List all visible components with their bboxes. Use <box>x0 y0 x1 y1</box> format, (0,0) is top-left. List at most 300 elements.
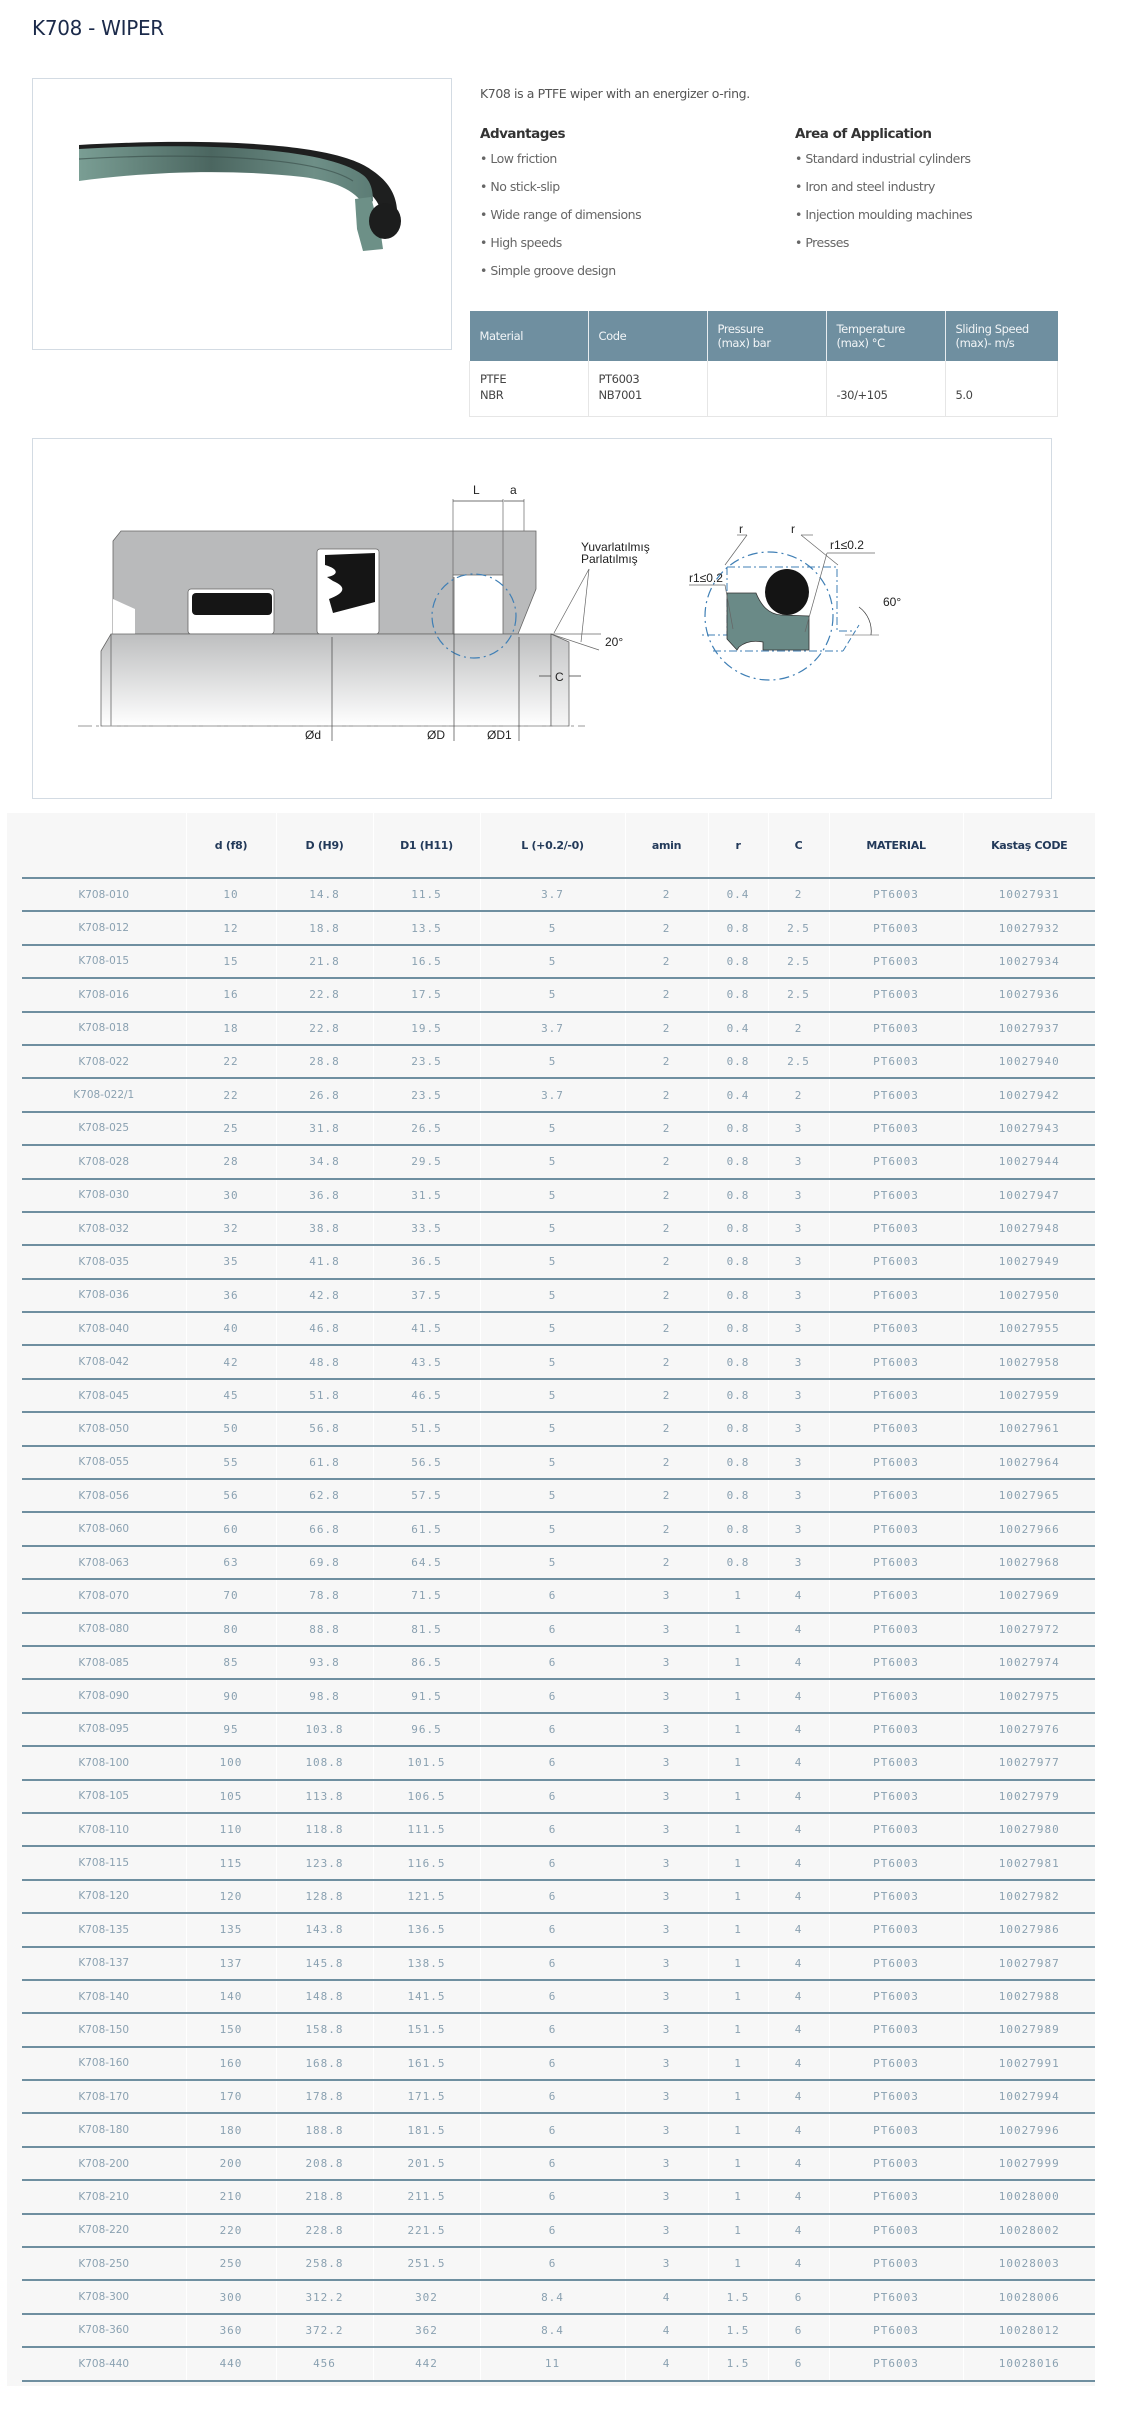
table-row <box>22 2013 1095 2046</box>
r-value: 0.8 <box>708 1345 768 1378</box>
C-value: 4 <box>768 2113 829 2146</box>
d-value: 15 <box>186 945 276 978</box>
spec-header-pressure: Pressure (max) bar <box>707 311 826 361</box>
amin-value: 2 <box>625 1379 708 1412</box>
part-number: K708-012 <box>22 911 186 944</box>
kastas-code: 10027947 <box>963 1179 1095 1212</box>
part-number: K708-055 <box>22 1446 186 1479</box>
C-value: 6 <box>768 2314 829 2347</box>
kastas-code: 10027977 <box>963 1746 1095 1779</box>
material-value: PT6003 <box>829 1813 963 1846</box>
dimensions-section <box>7 813 1095 2386</box>
D-value: 66.8 <box>276 1512 373 1545</box>
material-value: PT6003 <box>829 2214 963 2247</box>
d-value: 90 <box>186 1679 276 1712</box>
r-value: 1 <box>708 1980 768 2013</box>
part-number: K708-100 <box>22 1746 186 1779</box>
col-header-part <box>22 813 186 878</box>
kastas-code: 10027955 <box>963 1312 1095 1345</box>
D-value: 14.8 <box>276 878 373 911</box>
amin-value: 3 <box>625 1679 708 1712</box>
D1-value: 106.5 <box>373 1780 480 1813</box>
r-value: 1 <box>708 1746 768 1779</box>
r-value: 1 <box>708 1646 768 1679</box>
L-value: 6 <box>480 2147 625 2180</box>
L-value: 5 <box>480 945 625 978</box>
amin-value: 4 <box>625 2347 708 2380</box>
r-value: 1 <box>708 1579 768 1612</box>
material-value: PT6003 <box>829 1679 963 1712</box>
C-value: 4 <box>768 1846 829 1879</box>
D1-value: 46.5 <box>373 1379 480 1412</box>
label-60deg: 60° <box>883 595 902 609</box>
r-value: 1 <box>708 1813 768 1846</box>
kastas-code: 10027982 <box>963 1880 1095 1913</box>
d-value: 22 <box>186 1078 276 1111</box>
amin-value: 4 <box>625 2280 708 2313</box>
table-row <box>22 978 1095 1011</box>
table-row <box>22 1379 1095 1412</box>
table-row <box>22 2314 1095 2347</box>
D1-value: 96.5 <box>373 1713 480 1746</box>
D-value: 312.2 <box>276 2280 373 2313</box>
label-L: L <box>473 483 480 497</box>
part-number: K708-016 <box>22 978 186 1011</box>
kastas-code: 10027949 <box>963 1245 1095 1278</box>
D-value: 456 <box>276 2347 373 2380</box>
D1-value: 251.5 <box>373 2247 480 2280</box>
table-row <box>22 2180 1095 2213</box>
kastas-code: 10027942 <box>963 1078 1095 1111</box>
D1-value: 33.5 <box>373 1212 480 1245</box>
table-row <box>22 1112 1095 1145</box>
L-value: 8.4 <box>480 2280 625 2313</box>
L-value: 5 <box>480 1245 625 1278</box>
L-value: 5 <box>480 1479 625 1512</box>
installation-diagram <box>32 438 1052 799</box>
table-row <box>22 2113 1095 2146</box>
D-value: 118.8 <box>276 1813 373 1846</box>
material-spec-table <box>469 311 1058 417</box>
L-value: 5 <box>480 1379 625 1412</box>
kastas-code: 10028016 <box>963 2347 1095 2380</box>
C-value: 3 <box>768 1245 829 1278</box>
material-value: PT6003 <box>829 1245 963 1278</box>
amin-value: 2 <box>625 1412 708 1445</box>
D-value: 108.8 <box>276 1746 373 1779</box>
C-value: 2.5 <box>768 911 829 944</box>
L-value: 6 <box>480 2247 625 2280</box>
D-value: 36.8 <box>276 1179 373 1212</box>
r-value: 1 <box>708 2113 768 2146</box>
part-number: K708-180 <box>22 2113 186 2146</box>
D-value: 88.8 <box>276 1613 373 1646</box>
application-item: • Injection moulding machines <box>795 207 973 222</box>
material-value: PT6003 <box>829 1078 963 1111</box>
guide-ring <box>192 593 272 615</box>
amin-value: 3 <box>625 2180 708 2213</box>
kastas-code: 10027989 <box>963 2013 1095 2046</box>
material-value: PT6003 <box>829 1212 963 1245</box>
amin-value: 3 <box>625 1613 708 1646</box>
advantage-item: • Simple groove design <box>480 263 616 278</box>
rod-shape <box>101 634 551 726</box>
material-value: PT6003 <box>829 2347 963 2380</box>
kastas-code: 10027979 <box>963 1780 1095 1813</box>
D1-value: 171.5 <box>373 2080 480 2113</box>
L-value: 5 <box>480 1312 625 1345</box>
kastas-code: 10027959 <box>963 1379 1095 1412</box>
C-value: 3 <box>768 1546 829 1579</box>
r-value: 0.8 <box>708 1179 768 1212</box>
r-value: 0.8 <box>708 1145 768 1178</box>
kastas-code: 10028006 <box>963 2280 1095 2313</box>
part-number: K708-042 <box>22 1345 186 1378</box>
part-number: K708-036 <box>22 1279 186 1312</box>
amin-value: 2 <box>625 978 708 1011</box>
amin-value: 2 <box>625 1012 708 1045</box>
label-r1-left: r1≤0.2 <box>689 571 723 585</box>
L-value: 6 <box>480 2214 625 2247</box>
application-item: • Standard industrial cylinders <box>795 151 971 166</box>
material-value: PT6003 <box>829 2147 963 2180</box>
d-value: 10 <box>186 878 276 911</box>
table-row <box>22 2214 1095 2247</box>
label-d: Ød <box>305 728 322 742</box>
table-row <box>22 1646 1095 1679</box>
r-value: 1 <box>708 2214 768 2247</box>
r-value: 0.8 <box>708 1546 768 1579</box>
table-row <box>22 2047 1095 2080</box>
C-value: 3 <box>768 1279 829 1312</box>
part-number: K708-300 <box>22 2280 186 2313</box>
D-value: 158.8 <box>276 2013 373 2046</box>
spec-code-cell: PT6003 NB7001 <box>588 361 707 417</box>
part-number: K708-105 <box>22 1780 186 1813</box>
D-value: 98.8 <box>276 1679 373 1712</box>
C-value: 4 <box>768 2147 829 2180</box>
d-value: 22 <box>186 1045 276 1078</box>
table-row <box>22 2347 1095 2380</box>
kastas-code: 10027975 <box>963 1679 1095 1712</box>
advantage-item: • No stick-slip <box>480 179 560 194</box>
D-value: 41.8 <box>276 1245 373 1278</box>
part-number: K708-080 <box>22 1613 186 1646</box>
application-heading: Area of Application <box>795 126 932 142</box>
D-value: 34.8 <box>276 1145 373 1178</box>
table-row <box>22 1780 1095 1813</box>
D1-value: 362 <box>373 2314 480 2347</box>
L-value: 5 <box>480 1446 625 1479</box>
amin-value: 3 <box>625 2113 708 2146</box>
part-number: K708-115 <box>22 1846 186 1879</box>
D1-value: 23.5 <box>373 1078 480 1111</box>
D1-value: 36.5 <box>373 1245 480 1278</box>
d-value: 220 <box>186 2214 276 2247</box>
part-number: K708-140 <box>22 1980 186 2013</box>
material-value: PT6003 <box>829 2314 963 2347</box>
kastas-code: 10027968 <box>963 1546 1095 1579</box>
amin-value: 3 <box>625 1813 708 1846</box>
kastas-code: 10027987 <box>963 1947 1095 1980</box>
material-value: PT6003 <box>829 2247 963 2280</box>
kastas-code: 10027991 <box>963 2047 1095 2080</box>
product-description: K708 is a PTFE wiper with an energizer o-ring. <box>480 86 750 101</box>
kastas-code: 10027999 <box>963 2147 1095 2180</box>
L-value: 6 <box>480 2113 625 2146</box>
d-value: 55 <box>186 1446 276 1479</box>
material-value: PT6003 <box>829 1345 963 1378</box>
D1-value: 201.5 <box>373 2147 480 2180</box>
part-number: K708-250 <box>22 2247 186 2280</box>
C-value: 4 <box>768 1746 829 1779</box>
C-value: 2 <box>768 1078 829 1111</box>
d-value: 115 <box>186 1846 276 1879</box>
material-value: PT6003 <box>829 1145 963 1178</box>
D-value: 46.8 <box>276 1312 373 1345</box>
kastas-code: 10027940 <box>963 1045 1095 1078</box>
amin-value: 2 <box>625 1245 708 1278</box>
L-value: 3.7 <box>480 1012 625 1045</box>
d-value: 150 <box>186 2013 276 2046</box>
r-value: 1 <box>708 2047 768 2080</box>
col-header-L: L (+0.2/-0) <box>480 813 625 878</box>
D1-value: 17.5 <box>373 978 480 1011</box>
col-header-amin: amin <box>625 813 708 878</box>
d-value: 100 <box>186 1746 276 1779</box>
part-number: K708-025 <box>22 1112 186 1145</box>
part-number: K708-210 <box>22 2180 186 2213</box>
d-value: 16 <box>186 978 276 1011</box>
C-value: 6 <box>768 2347 829 2380</box>
d-value: 42 <box>186 1345 276 1378</box>
label-polished: Parlatılmış <box>581 552 638 566</box>
D1-value: 138.5 <box>373 1947 480 1980</box>
D-value: 31.8 <box>276 1112 373 1145</box>
amin-value: 3 <box>625 1713 708 1746</box>
table-row <box>22 2080 1095 2113</box>
r-value: 1 <box>708 2180 768 2213</box>
r-value: 0.4 <box>708 878 768 911</box>
d-value: 135 <box>186 1913 276 1946</box>
table-row <box>22 1012 1095 1045</box>
table-row <box>22 1479 1095 1512</box>
dimensions-table <box>22 813 1095 2382</box>
C-value: 3 <box>768 1379 829 1412</box>
D-value: 22.8 <box>276 1012 373 1045</box>
amin-value: 3 <box>625 1880 708 1913</box>
amin-value: 2 <box>625 1145 708 1178</box>
L-value: 6 <box>480 2180 625 2213</box>
material-value: PT6003 <box>829 1512 963 1545</box>
r-value: 0.8 <box>708 978 768 1011</box>
oring-cross-section <box>765 569 809 615</box>
part-number: K708-160 <box>22 2047 186 2080</box>
amin-value: 2 <box>625 1078 708 1111</box>
C-value: 3 <box>768 1479 829 1512</box>
label-D: ØD <box>427 728 445 742</box>
L-value: 6 <box>480 1713 625 1746</box>
amin-value: 2 <box>625 1446 708 1479</box>
L-value: 6 <box>480 1880 625 1913</box>
L-value: 5 <box>480 1345 625 1378</box>
C-value: 4 <box>768 1579 829 1612</box>
D-value: 62.8 <box>276 1479 373 1512</box>
table-row <box>22 1212 1095 1245</box>
amin-value: 2 <box>625 1546 708 1579</box>
d-value: 40 <box>186 1312 276 1345</box>
C-value: 4 <box>768 1613 829 1646</box>
material-value: PT6003 <box>829 1012 963 1045</box>
d-value: 160 <box>186 2047 276 2080</box>
C-value: 4 <box>768 2214 829 2247</box>
table-row <box>22 1947 1095 1980</box>
kastas-code: 10028012 <box>963 2314 1095 2347</box>
r-value: 0.8 <box>708 1245 768 1278</box>
r-value: 0.8 <box>708 1312 768 1345</box>
D1-value: 26.5 <box>373 1112 480 1145</box>
D-value: 51.8 <box>276 1379 373 1412</box>
C-value: 4 <box>768 1813 829 1846</box>
kastas-code: 10027986 <box>963 1913 1095 1946</box>
d-value: 360 <box>186 2314 276 2347</box>
table-row <box>22 1145 1095 1178</box>
label-D1: ØD1 <box>487 728 512 742</box>
C-value: 4 <box>768 2247 829 2280</box>
D-value: 26.8 <box>276 1078 373 1111</box>
D1-value: 64.5 <box>373 1546 480 1579</box>
label-20deg: 20° <box>605 635 624 649</box>
D1-value: 11.5 <box>373 878 480 911</box>
amin-value: 2 <box>625 1045 708 1078</box>
material-value: PT6003 <box>829 878 963 911</box>
D-value: 178.8 <box>276 2080 373 2113</box>
D1-value: 161.5 <box>373 2047 480 2080</box>
r-value: 1.5 <box>708 2314 768 2347</box>
application-item: • Presses <box>795 235 849 250</box>
part-number: K708-070 <box>22 1579 186 1612</box>
table-row <box>22 1045 1095 1078</box>
col-header-code: Kastaş CODE <box>963 813 1095 878</box>
amin-value: 2 <box>625 1212 708 1245</box>
D1-value: 442 <box>373 2347 480 2380</box>
L-value: 5 <box>480 1045 625 1078</box>
part-number: K708-040 <box>22 1312 186 1345</box>
L-value: 6 <box>480 1846 625 1879</box>
C-value: 3 <box>768 1345 829 1378</box>
spec-header-speed: Sliding Speed (max)- m/s <box>945 311 1058 361</box>
kastas-code: 10028002 <box>963 2214 1095 2247</box>
material-value: PT6003 <box>829 1045 963 1078</box>
part-number: K708-010 <box>22 878 186 911</box>
d-value: 170 <box>186 2080 276 2113</box>
D1-value: 29.5 <box>373 1145 480 1178</box>
part-number: K708-018 <box>22 1012 186 1045</box>
r-value: 1 <box>708 2247 768 2280</box>
D-value: 18.8 <box>276 911 373 944</box>
C-value: 4 <box>768 2080 829 2113</box>
kastas-code: 10027976 <box>963 1713 1095 1746</box>
part-number: K708-015 <box>22 945 186 978</box>
C-value: 4 <box>768 2013 829 2046</box>
kastas-code: 10027988 <box>963 1980 1095 2013</box>
d-value: 105 <box>186 1780 276 1813</box>
material-value: PT6003 <box>829 1613 963 1646</box>
label-r-left: r <box>739 522 743 536</box>
d-value: 210 <box>186 2180 276 2213</box>
spec-header-temperature: Temperature (max) °C <box>826 311 945 361</box>
L-value: 6 <box>480 1679 625 1712</box>
L-value: 6 <box>480 1613 625 1646</box>
L-value: 5 <box>480 978 625 1011</box>
kastas-code: 10028000 <box>963 2180 1095 2213</box>
advantage-item: • Wide range of dimensions <box>480 207 642 222</box>
D1-value: 181.5 <box>373 2113 480 2146</box>
col-header-D: D (H9) <box>276 813 373 878</box>
part-number: K708-028 <box>22 1145 186 1178</box>
kastas-code: 10027936 <box>963 978 1095 1011</box>
kastas-code: 10027965 <box>963 1479 1095 1512</box>
D1-value: 37.5 <box>373 1279 480 1312</box>
r-value: 1 <box>708 1947 768 1980</box>
advantages-section <box>480 126 641 290</box>
material-value: PT6003 <box>829 911 963 944</box>
material-value: PT6003 <box>829 1746 963 1779</box>
D-value: 372.2 <box>276 2314 373 2347</box>
kastas-code: 10027996 <box>963 2113 1095 2146</box>
part-number: K708-220 <box>22 2214 186 2247</box>
d-value: 45 <box>186 1379 276 1412</box>
r-value: 1 <box>708 1713 768 1746</box>
spec-pressure-cell <box>707 361 826 417</box>
amin-value: 3 <box>625 1646 708 1679</box>
C-value: 3 <box>768 1179 829 1212</box>
r-value: 1 <box>708 1880 768 1913</box>
D-value: 145.8 <box>276 1947 373 1980</box>
material-value: PT6003 <box>829 1279 963 1312</box>
L-value: 8.4 <box>480 2314 625 2347</box>
application-item: • Iron and steel industry <box>795 179 935 194</box>
D1-value: 211.5 <box>373 2180 480 2213</box>
material-value: PT6003 <box>829 2080 963 2113</box>
d-value: 60 <box>186 1512 276 1545</box>
D-value: 123.8 <box>276 1846 373 1879</box>
material-value: PT6003 <box>829 1112 963 1145</box>
D1-value: 111.5 <box>373 1813 480 1846</box>
material-value: PT6003 <box>829 1780 963 1813</box>
kastas-code: 10027994 <box>963 2080 1095 2113</box>
table-row <box>22 1613 1095 1646</box>
d-value: 63 <box>186 1546 276 1579</box>
material-value: PT6003 <box>829 1646 963 1679</box>
d-value: 440 <box>186 2347 276 2380</box>
r-value: 1 <box>708 1679 768 1712</box>
part-number: K708-056 <box>22 1479 186 1512</box>
part-number: K708-150 <box>22 2013 186 2046</box>
D-value: 143.8 <box>276 1913 373 1946</box>
material-value: PT6003 <box>829 1412 963 1445</box>
d-value: 300 <box>186 2280 276 2313</box>
material-value: PT6003 <box>829 1546 963 1579</box>
D-value: 168.8 <box>276 2047 373 2080</box>
col-header-C: C <box>768 813 829 878</box>
C-value: 4 <box>768 1880 829 1913</box>
amin-value: 3 <box>625 1746 708 1779</box>
material-value: PT6003 <box>829 1179 963 1212</box>
d-value: 85 <box>186 1646 276 1679</box>
C-value: 4 <box>768 1713 829 1746</box>
D1-value: 16.5 <box>373 945 480 978</box>
